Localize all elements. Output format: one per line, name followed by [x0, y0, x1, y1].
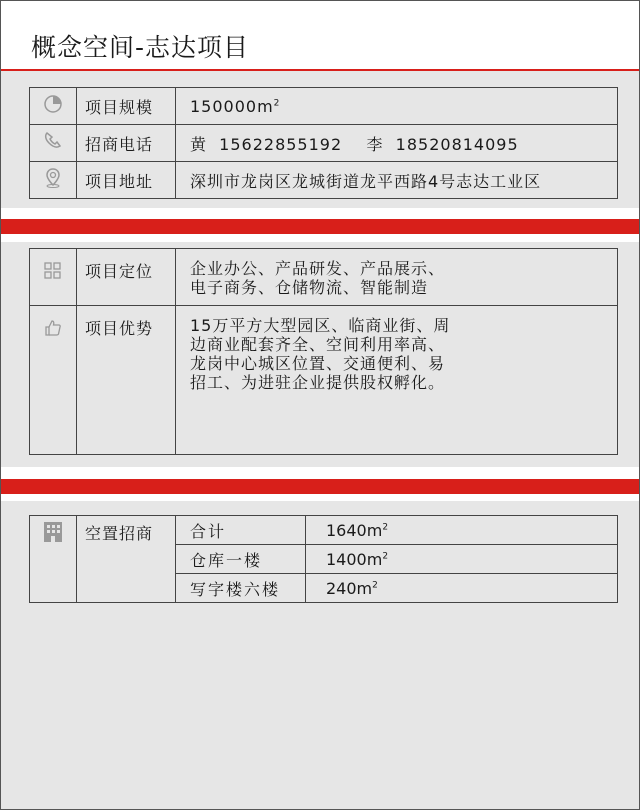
- separator-white-bottom-2: [1, 494, 639, 501]
- page-title: 概念空间-志达项目: [31, 33, 250, 62]
- vacancy-name-total: 合计: [176, 516, 306, 545]
- advantages-row: [30, 306, 618, 455]
- vacancy-area-office: [306, 574, 618, 603]
- pie-chart-icon: [30, 88, 77, 125]
- grid-icon: [30, 249, 77, 306]
- separator-white-top-2: [1, 467, 639, 479]
- address-label: 项目地址: [77, 162, 176, 199]
- header-divider: [1, 69, 639, 71]
- positioning-value: 企业办公、产品研发、产品展示、 电子商务、仓储物流、智能制造: [176, 249, 618, 306]
- scale-label: 项目规模: [77, 88, 176, 125]
- separator-white-bottom-1: [1, 234, 639, 242]
- thumbs-up-icon: [30, 306, 77, 455]
- advantages-value: 15万平方大型园区、临商业街、周 边商业配套齐全、空间利用率高、 龙岗中心城区位置、交通便利、易 招工、为进驻企业提供股权孵化。: [176, 306, 618, 455]
- basic-info-table: [29, 87, 618, 199]
- vacancy-area-total: [306, 516, 618, 545]
- advantages-label: 项目优势: [77, 306, 176, 455]
- phone-icon: [30, 125, 77, 162]
- separator-red-2: [1, 479, 639, 494]
- separator-red-1: [1, 219, 639, 234]
- project-detail-table: [29, 248, 618, 455]
- vacancy-table: [29, 515, 618, 603]
- vacancy-area-total-text: 1640m: [326, 520, 383, 540]
- vacancy-name-office: 写字楼六楼: [176, 574, 306, 603]
- vacancy-area-office-sup: 2: [372, 580, 378, 591]
- positioning-row: [30, 249, 618, 306]
- scale-value-text: 150000m: [190, 96, 274, 116]
- vacancy-label: 空置招商: [77, 516, 176, 603]
- scale-value: [176, 88, 618, 125]
- vacancy-row-total: [30, 516, 618, 545]
- phone-value: 黄 15622855192 李 18520814095: [176, 125, 618, 162]
- header: [1, 1, 639, 69]
- vacancy-area-warehouse-text: 1400m: [326, 549, 383, 569]
- info-row-scale: [30, 88, 618, 125]
- vacancy-area-total-sup: 2: [382, 522, 389, 533]
- scale-unit-sup: 2: [273, 98, 281, 109]
- positioning-label: 项目定位: [77, 249, 176, 306]
- vacancy-area-warehouse: [306, 545, 618, 574]
- vacancy-name-warehouse: 仓库一楼: [176, 545, 306, 574]
- vacancy-area-office-text: 240m: [326, 578, 373, 598]
- info-row-phone: [30, 125, 618, 162]
- address-value: 深圳市龙岗区龙城街道龙平西路4号志达工业区: [176, 162, 618, 199]
- separator-white-top-1: [1, 208, 639, 219]
- building-icon: [30, 516, 77, 603]
- phone-label: 招商电话: [77, 125, 176, 162]
- info-row-address: [30, 162, 618, 199]
- vacancy-area-warehouse-sup: 2: [382, 551, 389, 562]
- location-pin-icon: [30, 162, 77, 199]
